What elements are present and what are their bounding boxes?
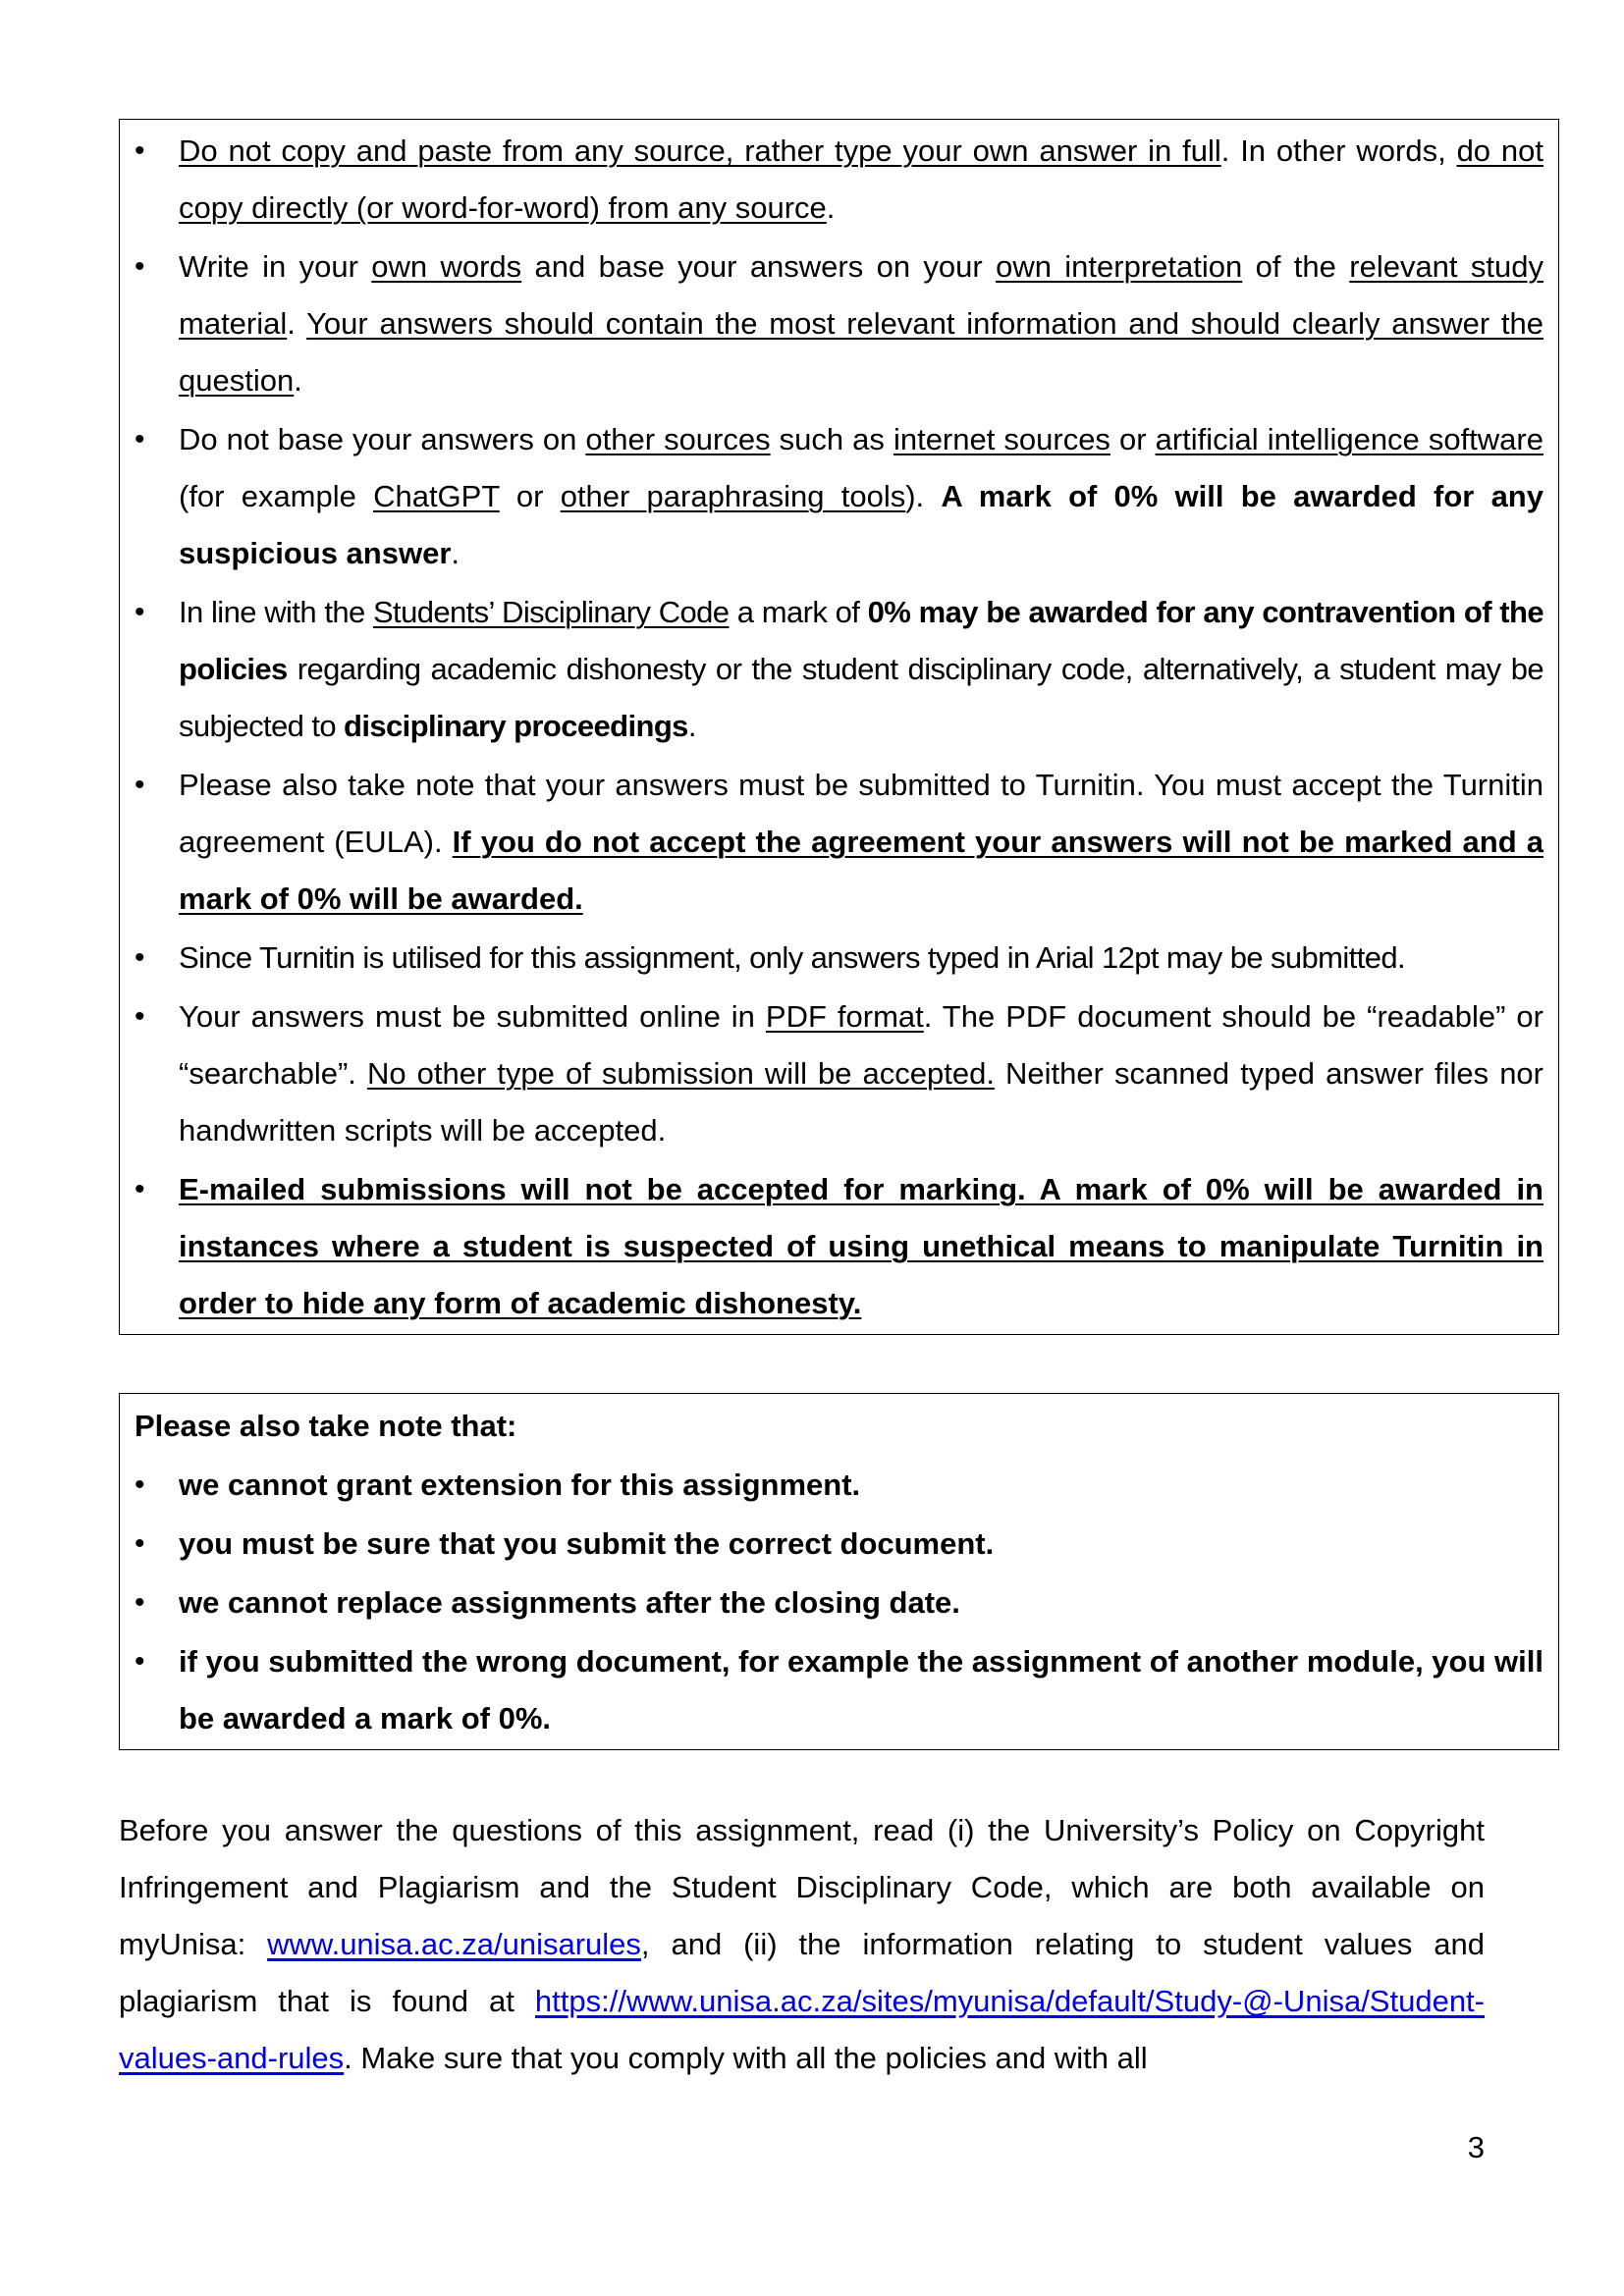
student-values-link[interactable]: https://www.unisa.ac.za/sites/myunisa/default/Study-@-Unisa/Student-values-and-rules (119, 1984, 1485, 2075)
list-item: • Since Turnitin is utilised for this assignment, only answers typed in Arial 12pt may be submitted. (120, 930, 1543, 987)
list-item: • Do not copy and paste from any source, rather type your own answer in full. In other words, do not copy directly (or word-for-word) from any source. (120, 123, 1543, 237)
list-item: • we cannot replace assignments after the closing date. (135, 1575, 1543, 1631)
list-item: • you must be sure that you submit the correct document. (135, 1516, 1543, 1573)
list-item: • Please also take note that your answers must be submitted to Turnitin. You must accept the Turnitin agreement (EULA). If you do not accept the agreement your answers will not be marked and a mark of 0% will be awarded. (120, 757, 1543, 928)
instructions-list (120, 123, 1543, 1332)
instructions-box (119, 119, 1559, 1335)
list-item: • In line with the Students’ Disciplinary Code a mark of 0% may be awarded for any contravention of the policies regarding academic dishonesty or the student disciplinary code, alternatively, a student may be subjected to disciplinary proceedings. (120, 584, 1543, 755)
list-item: • Do not base your answers on other sources such as internet sources or artificial intelligence software (for example ChatGPT or other paraphrasing tools). A mark of 0% will be awarded for any suspicious answer. (120, 411, 1543, 582)
note-title: Please also take note that: (135, 1409, 517, 1443)
unisarules-link[interactable]: www.unisa.ac.za/unisarules (267, 1927, 641, 1961)
list-item: • we cannot grant extension for this assignment. (135, 1457, 1543, 1514)
list-item: • Write in your own words and base your answers on your own interpretation of the relevant study material. Your answers should contain the most relevant information and should clearly answer the question. (120, 239, 1543, 409)
list-item: • E-mailed submissions will not be accepted for marking. A mark of 0% will be awarded in instances where a student is suspected of using unethical means to manipulate Turnitin in order to hide any form of academic dishonesty. (120, 1161, 1543, 1332)
policy-paragraph: Before you answer the questions of this assignment, read (i) the University’s Policy on Copyright Infringement and Plagiarism and the Student Disciplinary Code, which are both available on myUnisa: www.unisa.ac.za/unisarules, and (ii) the information relating to student values and plagiarism that is found at https://www.unisa.ac.za/sites/myunisa/default/Study-@-Unisa/Student-values-and-rules. Make sure that you comply with all the policies and with all (119, 1813, 1485, 2075)
list-item: • Your answers must be submitted online in PDF format. The PDF document should be “readable” or “searchable”. No other type of submission will be accepted. Neither scanned typed answer files nor handwritten scripts will be accepted. (120, 988, 1543, 1159)
page-number: 3 (1467, 2130, 1485, 2164)
note-box (119, 1393, 1559, 1750)
note-list (135, 1457, 1543, 1747)
list-item: • if you submitted the wrong document, for example the assignment of another module, you will be awarded a mark of 0%. (135, 1633, 1543, 1747)
